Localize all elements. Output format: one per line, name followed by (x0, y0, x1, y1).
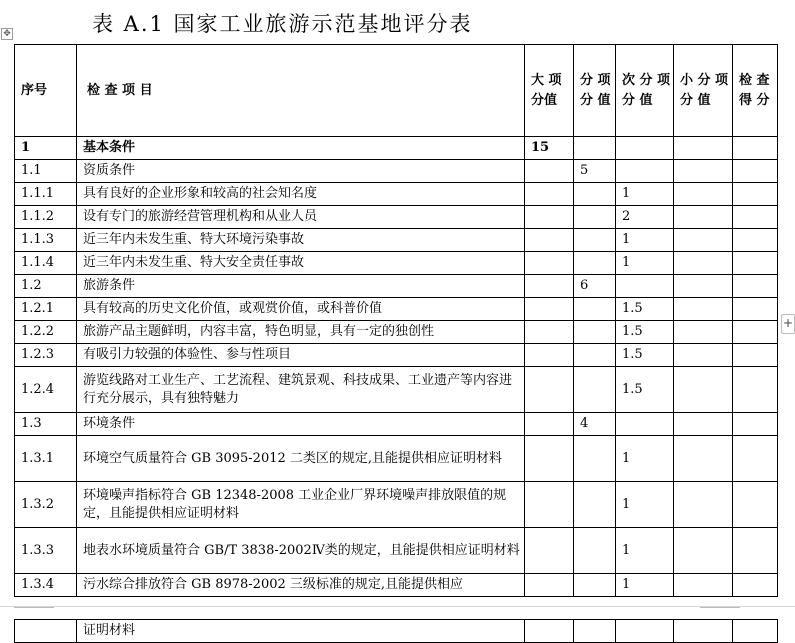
cell-small (674, 482, 733, 528)
cell-check (733, 482, 778, 528)
cell-seq: 1.3.1 (15, 436, 77, 482)
cell-minor: 1.5 (616, 298, 674, 321)
scoring-table (14, 44, 778, 597)
cell-item: 证明材料 (77, 620, 525, 643)
cell-seq: 1.2.2 (15, 321, 77, 344)
header-major: 大 项 分值 (525, 45, 574, 137)
cell-item: 资质条件 (77, 160, 525, 183)
cell-small (674, 206, 733, 229)
cell-check (733, 229, 778, 252)
cell-check (733, 183, 778, 206)
cell-check (733, 367, 778, 413)
table-row (15, 574, 778, 597)
cell-item: 设有专门的旅游经营管理机构和从业人员 (77, 206, 525, 229)
cell-seq: 1.1 (15, 160, 77, 183)
cell-item: 具有较高的历史文化价值，或观赏价值，或科普价值 (77, 298, 525, 321)
table-row (15, 206, 778, 229)
cell-minor (616, 620, 674, 643)
cell-major (525, 321, 574, 344)
table-row (15, 298, 778, 321)
cell-check (733, 436, 778, 482)
cell-seq: 1.2.3 (15, 344, 77, 367)
table-row (15, 528, 778, 574)
table-move-handle-icon[interactable]: ✥ (1, 28, 13, 40)
cell-minor: 1 (616, 229, 674, 252)
cell-check (733, 206, 778, 229)
header-check: 检 查 得 分 (733, 45, 778, 137)
cell-small (674, 229, 733, 252)
cell-major (525, 252, 574, 275)
cell-check (733, 574, 778, 597)
cell-check (733, 275, 778, 298)
cell-minor (616, 160, 674, 183)
cell-check (733, 252, 778, 275)
cell-sub (574, 528, 616, 574)
cell-sub (574, 206, 616, 229)
cell-seq: 1.1.3 (15, 229, 77, 252)
cell-seq: 1 (15, 137, 77, 160)
cell-check (733, 413, 778, 436)
cell-small (674, 620, 733, 643)
cell-seq: 1.3.4 (15, 574, 77, 597)
cell-seq: 1.2 (15, 275, 77, 298)
cell-sub (574, 574, 616, 597)
cell-sub (574, 482, 616, 528)
cell-seq: 1.3 (15, 413, 77, 436)
cell-major (525, 344, 574, 367)
cell-seq: 1.2.1 (15, 298, 77, 321)
cell-seq (15, 620, 77, 643)
cell-minor: 1 (616, 574, 674, 597)
cell-minor (616, 275, 674, 298)
cell-sub (574, 183, 616, 206)
cell-sub: 6 (574, 275, 616, 298)
cell-sub (574, 298, 616, 321)
cell-minor: 2 (616, 206, 674, 229)
cell-minor: 1 (616, 252, 674, 275)
cell-major (525, 183, 574, 206)
cell-sub (574, 229, 616, 252)
page-break-line (0, 606, 795, 607)
cell-minor: 1.5 (616, 321, 674, 344)
cell-small (674, 298, 733, 321)
cell-major (525, 206, 574, 229)
cell-small (674, 321, 733, 344)
cell-seq: 1.1.4 (15, 252, 77, 275)
cell-sub: 4 (574, 413, 616, 436)
cell-sub: 5 (574, 160, 616, 183)
header-minor: 次 分 项 分 值 (616, 45, 674, 137)
cell-sub (574, 321, 616, 344)
cell-small (674, 137, 733, 160)
cell-major (525, 367, 574, 413)
header-small: 小 分 项 分 值 (674, 45, 733, 137)
cell-major (525, 229, 574, 252)
cell-item: 具有良好的企业形象和较高的社会知名度 (77, 183, 525, 206)
cell-item: 旅游产品主题鲜明，内容丰富，特色明显，具有一定的独创性 (77, 321, 525, 344)
cell-sub (574, 137, 616, 160)
page-margin-mark (700, 601, 740, 608)
cell-small (674, 275, 733, 298)
cell-item: 污水综合排放符合 GB 8978-2002 三级标准的规定,且能提供相应 (77, 574, 525, 597)
table-header-row (15, 45, 778, 137)
scoring-table-continued (14, 619, 778, 643)
cell-minor: 1 (616, 436, 674, 482)
cell-small (674, 367, 733, 413)
cell-item: 基本条件 (77, 137, 525, 160)
table-row (15, 620, 778, 643)
table-row (15, 183, 778, 206)
cell-small (674, 183, 733, 206)
page-title: 表 A.1 国家工业旅游示范基地评分表 (92, 12, 473, 36)
cell-check (733, 298, 778, 321)
cell-small (674, 344, 733, 367)
cell-check (733, 620, 778, 643)
cell-minor: 1.5 (616, 344, 674, 367)
cell-minor (616, 137, 674, 160)
cell-small (674, 436, 733, 482)
table-row (15, 367, 778, 413)
page-margin-mark (14, 601, 54, 608)
cell-sub (574, 620, 616, 643)
cell-small (674, 252, 733, 275)
cell-item: 旅游条件 (77, 275, 525, 298)
table-row (15, 160, 778, 183)
cell-major (525, 482, 574, 528)
cell-seq: 1.3.2 (15, 482, 77, 528)
cell-major (525, 413, 574, 436)
cell-check (733, 528, 778, 574)
table-row (15, 275, 778, 298)
cell-check (733, 344, 778, 367)
cell-seq: 1.2.4 (15, 367, 77, 413)
cell-item: 近三年内未发生重、特大安全责任事故 (77, 252, 525, 275)
table-row (15, 344, 778, 367)
cell-major (525, 298, 574, 321)
cell-item: 地表水环境质量符合 GB/T 3838-2002Ⅳ类的规定，且能提供相应证明材料 (77, 528, 525, 574)
cell-sub (574, 344, 616, 367)
cell-sub (574, 436, 616, 482)
table-row (15, 436, 778, 482)
cell-item: 环境条件 (77, 413, 525, 436)
cell-major (525, 160, 574, 183)
cell-major: 15 (525, 137, 574, 160)
header-seq: 序号 (15, 45, 77, 137)
cell-major (525, 528, 574, 574)
cell-minor: 1 (616, 482, 674, 528)
table-row (15, 252, 778, 275)
header-sub: 分 项 分 值 (574, 45, 616, 137)
cell-minor (616, 413, 674, 436)
cell-item: 环境噪声指标符合 GB 12348-2008 工业企业厂界环境噪声排放限值的规定，且能提供相应证明材料 (77, 482, 525, 528)
table-row (15, 482, 778, 528)
cell-minor: 1.5 (616, 367, 674, 413)
cell-sub (574, 367, 616, 413)
cell-small (674, 413, 733, 436)
cell-minor: 1 (616, 183, 674, 206)
cell-seq: 1.1.1 (15, 183, 77, 206)
cell-major (525, 275, 574, 298)
cell-minor: 1 (616, 528, 674, 574)
table-row (15, 229, 778, 252)
cell-check (733, 160, 778, 183)
cell-small (674, 528, 733, 574)
cell-item: 近三年内未发生重、特大环境污染事故 (77, 229, 525, 252)
table-row (15, 321, 778, 344)
cell-seq: 1.1.2 (15, 206, 77, 229)
cell-sub (574, 252, 616, 275)
cell-small (674, 574, 733, 597)
cell-major (525, 574, 574, 597)
cell-seq: 1.3.3 (15, 528, 77, 574)
cell-check (733, 321, 778, 344)
cell-check (733, 137, 778, 160)
cell-item: 环境空气质量符合 GB 3095-2012 二类区的规定,且能提供相应证明材料 (77, 436, 525, 482)
cell-major (525, 436, 574, 482)
table-row (15, 137, 778, 160)
cell-item: 有吸引力较强的体验性、参与性项目 (77, 344, 525, 367)
add-column-icon[interactable]: + (781, 314, 795, 334)
cell-major (525, 620, 574, 643)
table-row (15, 413, 778, 436)
header-item: 检 查 项 目 (77, 45, 525, 137)
cell-small (674, 160, 733, 183)
cell-item: 游览线路对工业生产、工艺流程、建筑景观、科技成果、工业遗产等内容进行充分展示，具有独特魅力 (77, 367, 525, 413)
